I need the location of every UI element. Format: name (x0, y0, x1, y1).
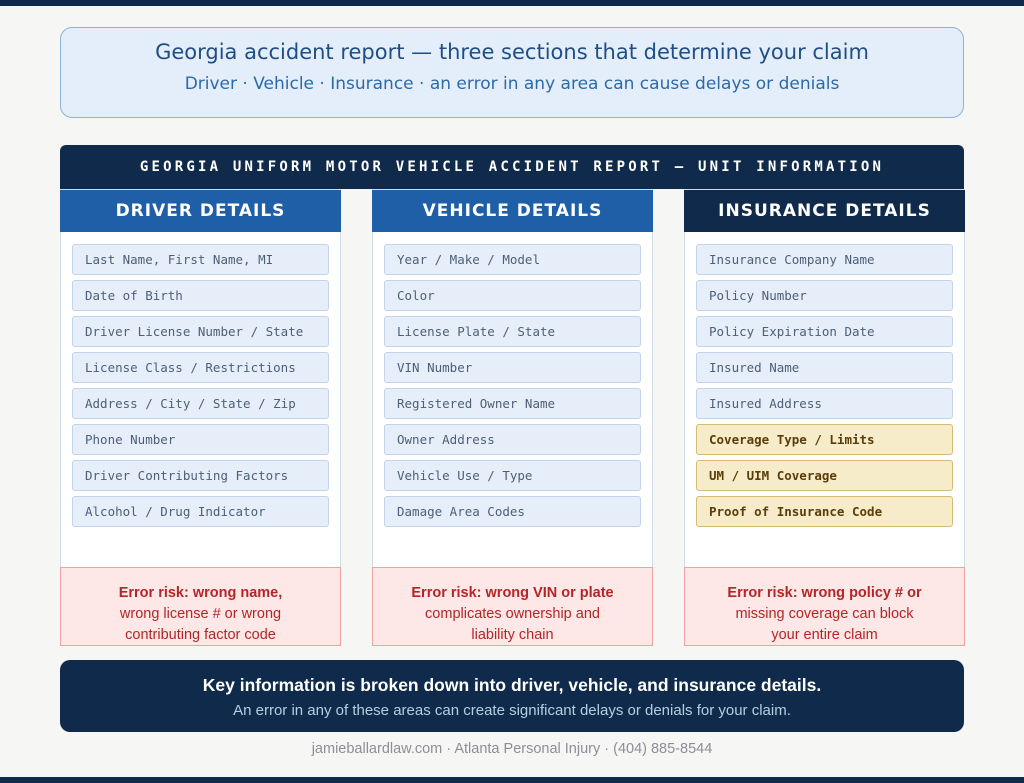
vehicle-risk-heading: Error risk: wrong VIN or plate (411, 585, 614, 601)
vehicle-field: Owner Address (384, 424, 641, 455)
vehicle-risk-line-2: liability chain (471, 627, 554, 643)
vehicle-field: Color (384, 280, 641, 311)
header-box (60, 27, 964, 118)
insurance-field-highlighted: UM / UIM Coverage (696, 460, 953, 491)
vehicle-error-risk (372, 567, 653, 646)
driver-risk-heading: Error risk: wrong name, (118, 585, 283, 601)
driver-field: License Class / Restrictions (72, 352, 329, 383)
vehicle-details-heading: VEHICLE DETAILS (372, 190, 653, 232)
top-accent-bar (0, 0, 1024, 6)
vehicle-field: Registered Owner Name (384, 388, 641, 419)
insurance-field: Policy Number (696, 280, 953, 311)
driver-error-risk (60, 567, 341, 646)
summary-footer-box (60, 660, 964, 732)
driver-field: Date of Birth (72, 280, 329, 311)
source-credit: jamieballardlaw.com · Atlanta Personal Injury · (404) 885-8544 (311, 741, 713, 757)
driver-risk-line-1: wrong license # or wrong (119, 606, 282, 622)
header-subtitle: Driver · Vehicle · Insurance · an error in any area can cause delays or denials (184, 74, 840, 94)
driver-fields (72, 244, 329, 532)
summary-subtitle: An error in any of these areas can create significant delays or denials for your claim. (233, 702, 791, 719)
driver-field: Address / City / State / Zip (72, 388, 329, 419)
driver-field: Alcohol / Drug Indicator (72, 496, 329, 527)
vehicle-details-column (372, 189, 653, 645)
summary-title: Key information is broken down into driver, vehicle, and insurance details. (202, 675, 822, 695)
insurance-risk-line-2: your entire claim (771, 627, 878, 643)
insurance-fields (696, 244, 953, 532)
driver-details-column (60, 189, 341, 645)
insurance-field: Policy Expiration Date (696, 316, 953, 347)
vehicle-field: Vehicle Use / Type (384, 460, 641, 491)
vehicle-field: Damage Area Codes (384, 496, 641, 527)
insurance-field-highlighted: Proof of Insurance Code (696, 496, 953, 527)
insurance-field: Insured Address (696, 388, 953, 419)
insurance-risk-heading: Error risk: wrong policy # or (727, 585, 922, 601)
driver-risk-line-2: contributing factor code (125, 627, 276, 643)
insurance-field: Insured Name (696, 352, 953, 383)
vehicle-field: Year / Make / Model (384, 244, 641, 275)
driver-field: Last Name, First Name, MI (72, 244, 329, 275)
insurance-details-column (684, 189, 965, 645)
driver-field: Driver Contributing Factors (72, 460, 329, 491)
insurance-field: Insurance Company Name (696, 244, 953, 275)
insurance-field-highlighted: Coverage Type / Limits (696, 424, 953, 455)
vehicle-field: License Plate / State (384, 316, 641, 347)
insurance-error-risk (684, 567, 965, 646)
vehicle-risk-line-1: complicates ownership and (425, 606, 600, 622)
insurance-risk-line-1: missing coverage can block (735, 606, 914, 622)
vehicle-field: VIN Number (384, 352, 641, 383)
report-banner: GEORGIA UNIFORM MOTOR VEHICLE ACCIDENT REPORT — UNIT INFORMATION (60, 145, 964, 189)
vehicle-fields (384, 244, 641, 532)
header-title: Georgia accident report — three sections that determine your claim (155, 40, 869, 64)
driver-field: Driver License Number / State (72, 316, 329, 347)
insurance-details-heading: INSURANCE DETAILS (684, 190, 965, 232)
driver-field: Phone Number (72, 424, 329, 455)
bottom-accent-bar (0, 777, 1024, 783)
driver-details-heading: DRIVER DETAILS (60, 190, 341, 232)
